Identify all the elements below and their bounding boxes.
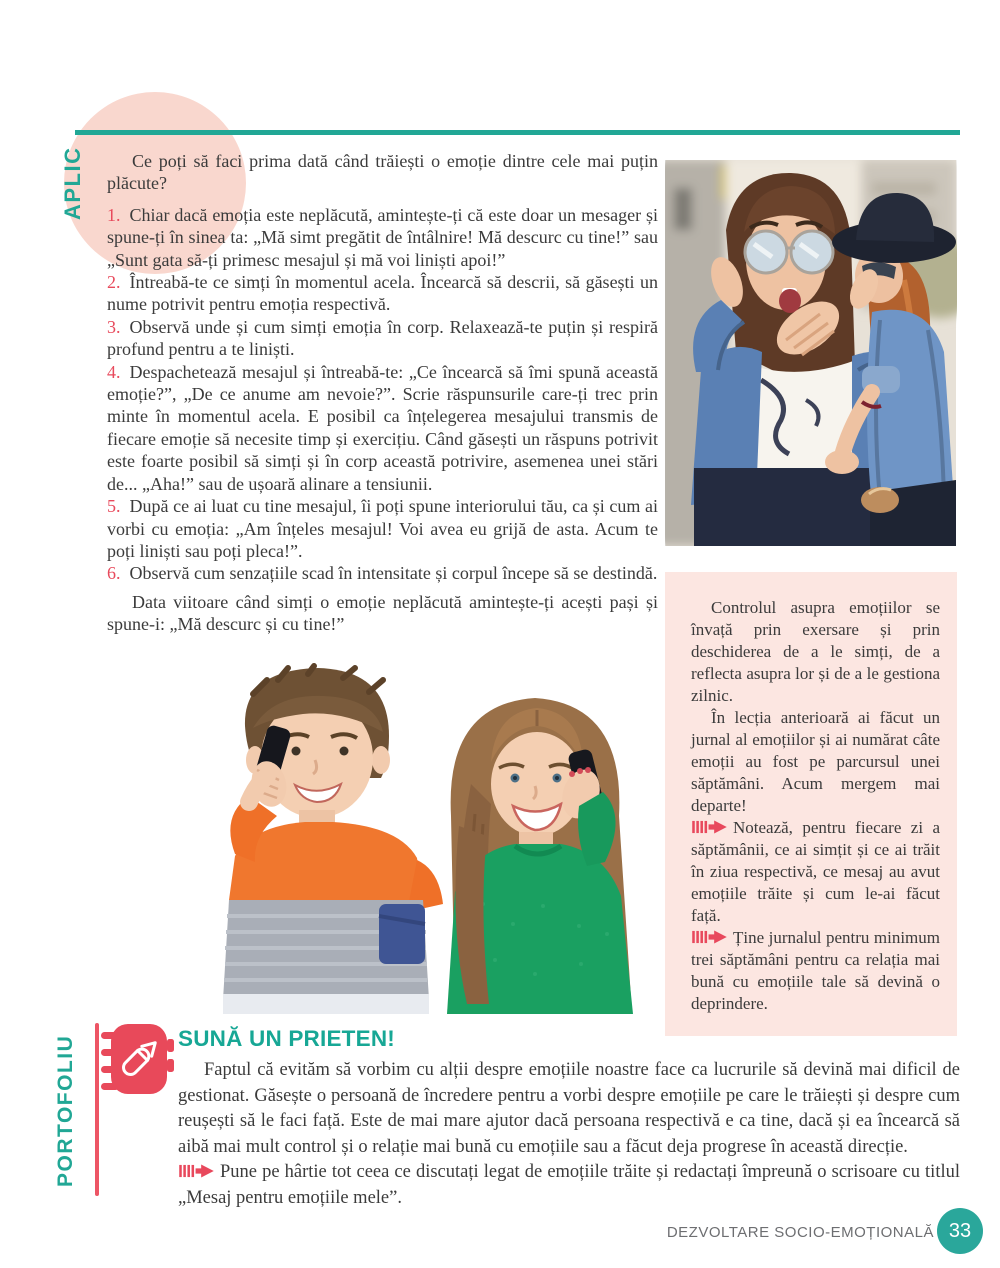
step-number: 3. [107,316,121,337]
step-number: 5. [107,496,121,517]
step-text: Despachetează mesajul și întreabă-te: „Ce încearcă să îmi spună această emoție?”, „De ce anume am nevoie?”. Scrie răspunsurile care-ți trec prin minte în momentul acela. E posibil ca înțelegerea mesajului transmis de fiecare emoție să necesite timp și exercițiu. Când găsești un răspuns potrivit este foarte posibil să simți și în corp această potrivire, asemenea unei stări de... „Aha!” sau de ușoară alinare a tensiunii. [107,361,658,494]
page-number-badge [937,1208,983,1254]
portfolio-arrow-note [178,1160,960,1211]
portofoliu-section-label: PORTOFOLIU [54,1034,77,1188]
step-item-3 [107,316,658,361]
step-number: 4. [107,361,121,382]
notebook-pen-icon [99,1022,175,1102]
step-item-4 [107,361,658,495]
aplic-section-label: APLIC [60,146,85,220]
photo-girls-whispering [665,160,957,546]
arrow-icon [691,820,728,834]
step-text: Întreabă-te ce simți în momentul acela. Încearcă să descrii, să găsești un nume potrivit pentru emoția respectivă. [107,272,658,315]
step-number: 6. [107,563,121,584]
step-text: Observă unde și cum simți emoția în corp. Relaxează-te puțin și respiră profund pentru a te liniști. [107,316,658,360]
info-paragraph-1: Controlul asupra emoțiilor se învață prin exersare și prin deschiderea de a le simți, de a reflecta asupra lor și de a le gestiona zilnic. [691,598,940,705]
portfolio-task [178,1026,960,1211]
step-item-5 [107,495,658,562]
arrow-icon [178,1164,215,1178]
step-text: După ce ai luat cu tine mesajul, îi poți spune interiorului tău, ca și cum ai vorbi cu emoția: „Am înțeles mesajul! Voi avea eu grijă de asta. Acum te poți liniști sau poți pleca!”. [107,496,658,561]
page-number: 33 [948,1219,972,1242]
kids-photo-illustration [183,663,645,1015]
girls-photo-illustration [665,160,957,546]
step-text: Chiar dacă emoția este neplăcută, amintește-ți că este doar un mesager și spune-ți în sinea ta: „Mă simt pregătit de întâlnire! Mă descurc cu tine!” sau „Sunt gata să-ți primesc mesajul și mă voi liniști apoi!” [107,204,658,270]
portfolio-task-title: SUNĂ UN PRIETEN! [178,1026,395,1051]
portfolio-task-body: Faptul că evităm să vorbim cu alții despre emoțiile noastre face ca lucrurile să devină mai dificil de gestionat. Găsește o persoană de încredere pentru a vorbi despre emoțiile pe care le trăiești și despre cum reușești să le faci față. Este de mai mare ajutor dacă persoana respectivă e ca tine, dacă și ea încearcă să aibă mai mult control și o relație mai bună cu emoțiile sau a făcut deja progrese în această direcție. [178,1060,960,1157]
info-box [665,572,957,1036]
step-number: 2. [107,272,121,293]
step-text: Observă cum senzațiile scad în intensitate și corpul începe să se destindă. [129,563,658,584]
intro-question: Ce poți să faci prima dată când trăiești o emoție dintre cele mai puțin plăcute? [107,151,658,194]
step-item-1 [107,204,658,271]
step-item-2 [107,271,658,316]
top-divider-line [75,130,960,135]
step-item-6 [107,562,658,584]
info-arrow-text: Notează, pentru fiecare zi a săptămânii, ce ai simțit și ce ai trăit în ziua respectivă, ce mesaj au avut emoțiile trăite și cum le-ai făcut față. [691,818,940,925]
step-number: 1. [107,204,121,225]
photo-kids-phones [183,663,645,1015]
portfolio-arrow-text: Pune pe hârtie tot ceea ce discutați legat de emoțiile trăite și redactați împreună o scrisoare cu titlul „Mesaj pentru emoțiile mele”. [178,1162,960,1208]
info-paragraph-2: În lecția anterioară ai făcut un jurnal al emoțiilor și ai numărat câte emoții au fost pe parcursul unei săptămâni. Acum mergem mai departe! [691,708,940,815]
main-text-column [107,150,658,636]
footer-section-label: DEZVOLTARE SOCIO-EMOȚIONALĂ [666,1224,934,1241]
arrow-icon [691,930,728,944]
info-arrow-text: Ține jurnalul pentru minimum trei săptămâni pentru ca relația mai bună cu emoțiile tale să devină o deprindere. [691,928,940,1013]
info-arrow-note-2 [691,927,940,1015]
info-arrow-note-1 [691,817,940,927]
closing-note: Data viitoare când simți o emoție neplăcută amintește-ți acești pași și spune-i: „Mă descurc și cu tine!” [107,591,658,635]
